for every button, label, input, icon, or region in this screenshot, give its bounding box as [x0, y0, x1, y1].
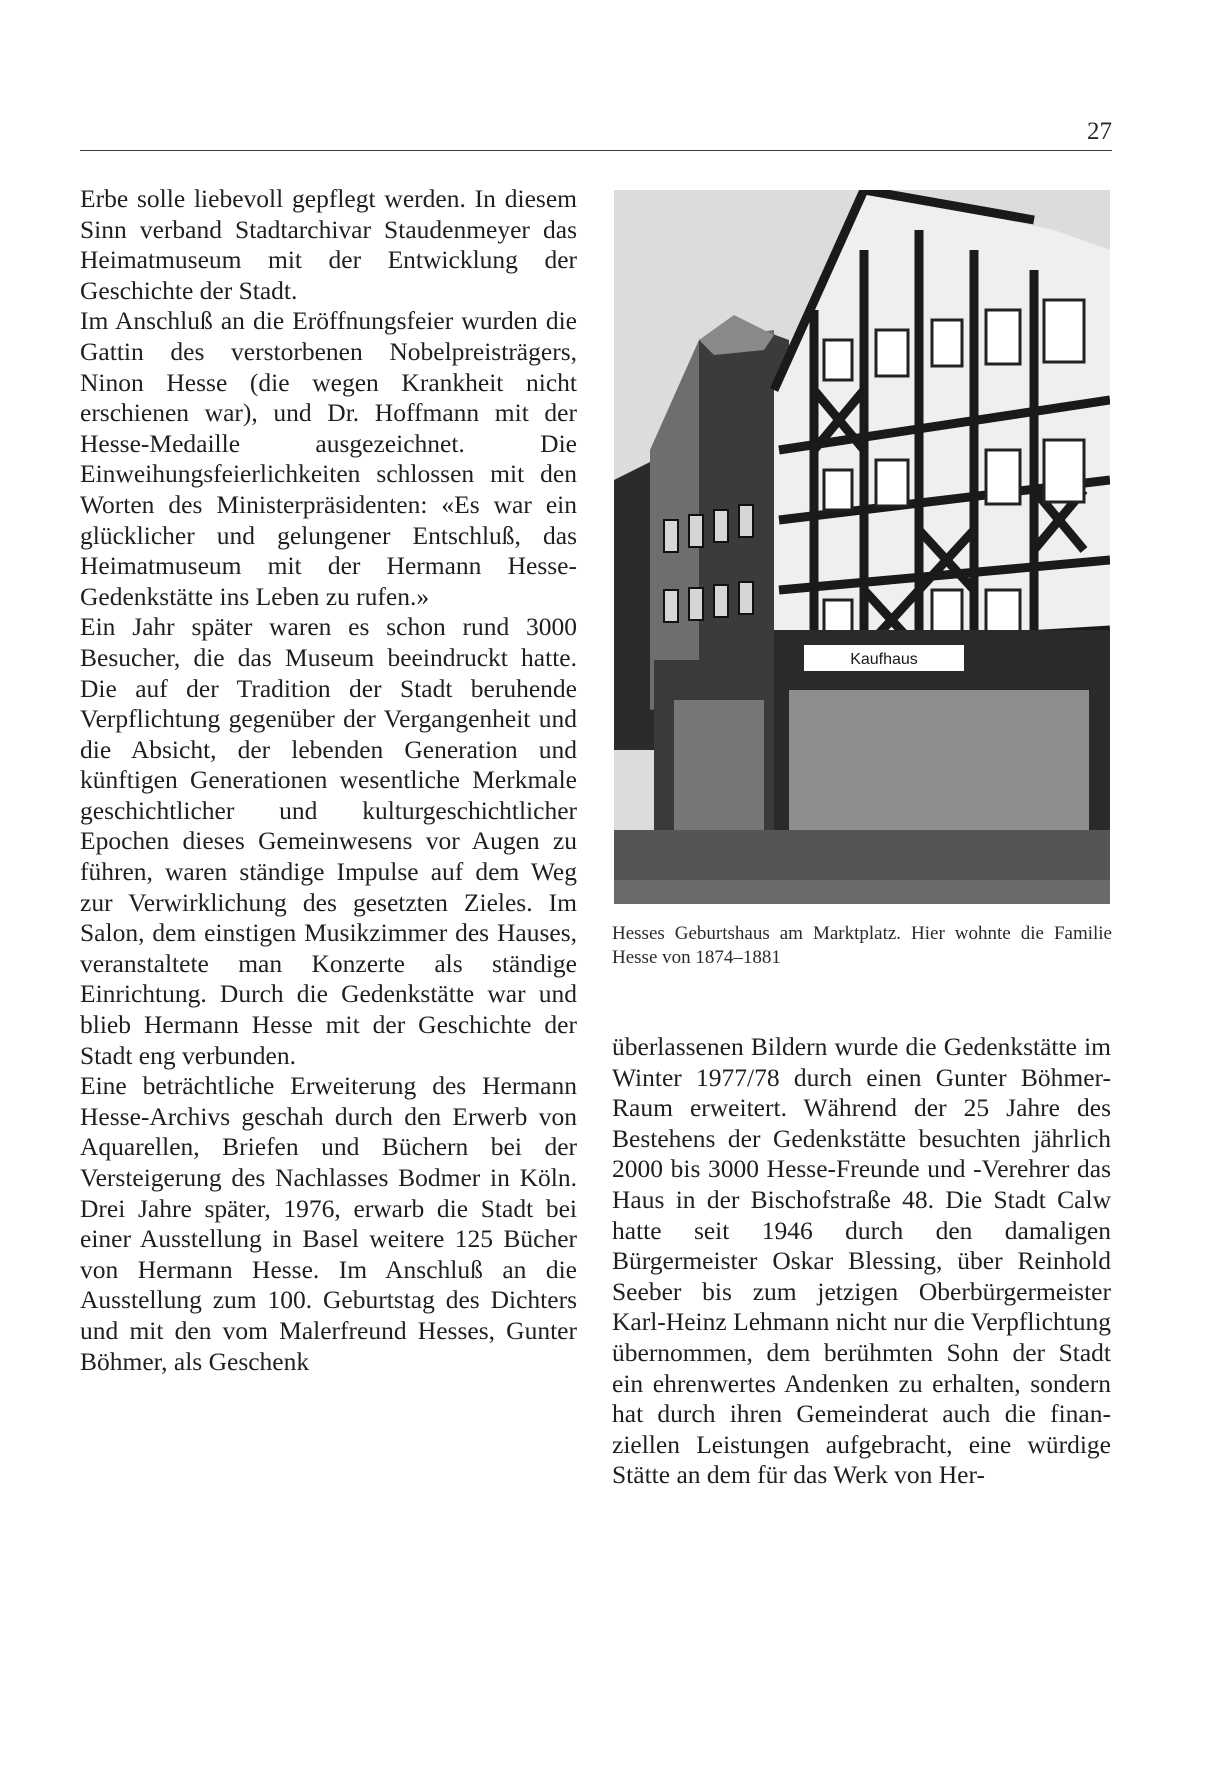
- left-text-column: [80, 184, 577, 1377]
- header-rule: [80, 150, 1112, 151]
- photo-caption: Hesses Geburtshaus am Marktplatz. Hier wohnte die Familie Hesse von 1874–1881: [612, 923, 1112, 968]
- paragraph: Eine beträchtliche Erweiterung des Hermann Hesse-Archivs geschah durch den Erwerb von Aquarellen, Briefen und Büchern bei der Versteigerung des Nachlasses Bodmer in Köln. Drei Jahre später, 1976, erwarb die Stadt bei einer Ausstellung in Basel weitere 125 Bücher von Hermann Hesse. Im Anschluß an die Ausstellung zum 100. Geburtstag des Dichters und mit den vom Malerfreund Hesses, Gunter Böhmer, als Geschenk: [80, 1071, 577, 1376]
- page-number: 27: [1087, 118, 1112, 145]
- birth-house-photo: [614, 190, 1110, 904]
- right-text-column: [612, 1032, 1111, 1491]
- paragraph: Im Anschluß an die Eröffnungsfeier wurden die Gattin des verstorbenen Nobelpreisträgers, Ninon Hesse (die wegen Krankheit nicht erschienen war), und Dr. Hoffmann mit der Hesse-Medaille ausgezeichnet. Die Einweihungsfeierlichkeiten schlossen mit den Worten des Ministerpräsidenten: «Es war ein glücklicher und gelungener Entschluß, das Heimatmuseum mit der Hermann Hesse-Gedenkstätte ins Leben zu rufen.»: [80, 306, 577, 611]
- paragraph: überlassenen Bildern wurde die Gedenkstätte im Winter 1977/78 durch einen Gunter Böhmer-Raum erweitert. Während der 25 Jahre des Bestehens der Gedenkstätte besuchten jährlich 2000 bis 3000 Hesse-Freunde und -Verehrer das Haus in der Bischofstraße 48. Die Stadt Calw hatte seit 1946 durch den damaligen Bürgermeister Oskar Blessing, über Reinhold Seeber bis zum jetzigen Oberbürgermeister Karl-Heinz Lehmann nicht nur die Verpflichtung übernommen, dem berühmten Sohn der Stadt ein ehrenwertes Andenken zu erhalten, sondern hat durch ihren Gemeinderat auch die finanziellen Leistungen aufgebracht, eine würdige Stätte an dem für das Werk von Her-: [612, 1032, 1111, 1490]
- paragraph: Erbe solle liebevoll gepflegt werden. In diesem Sinn verband Stadtarchivar Staudenmeyer das Heimatmuseum mit der Entwicklung der Geschichte der Stadt.: [80, 184, 577, 305]
- shop-sign: Kaufhaus: [850, 651, 918, 668]
- paragraph: Ein Jahr später waren es schon rund 3000 Besucher, die das Museum beeindruckt hatte. Die auf der Tradition der Stadt beruhende Verpflichtung gegenüber der Vergangenheit und die Absicht, der lebenden Generation und künftigen Generationen wesentliche Merkmale geschichtlicher und kulturgeschichtlicher Epochen dieses Gemeinwesens vor Augen zu führen, waren ständige Impulse auf dem Weg zur Verwirklichung des gesetzten Zieles. Im Salon, dem einstigen Musikzimmer des Hauses, veranstaltete man Konzerte als ständige Einrichtung. Durch die Gedenkstätte war und blieb Hermann Hesse mit der Geschichte der Stadt eng verbunden.: [80, 612, 577, 1070]
